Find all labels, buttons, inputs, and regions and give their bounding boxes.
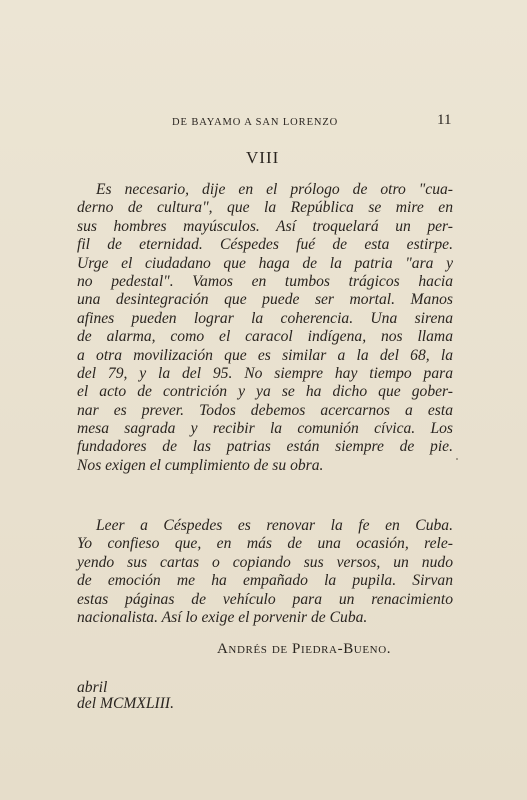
text-line: estas páginas de vehículo para un renacimiento	[77, 590, 453, 608]
paper-speck	[456, 458, 458, 460]
text-line: afines pueden lograr la coherencia. Una sirena	[77, 309, 453, 327]
text-line: nar es prever. Todos debemos acercarnos a esta	[77, 401, 453, 419]
text-line: a otra movilización que es similar a la del 68, la	[77, 346, 453, 364]
text-line: yendo sus cartas o copiando sus versos, un nudo	[77, 553, 453, 571]
text-line: fundadores de las patrias están siempre de pie.	[77, 438, 453, 456]
text-line: sus hombres mayúsculos. Así troquelará un per-	[77, 217, 453, 235]
dateline-year: del MCMXLIII.	[77, 695, 175, 712]
text-line: derno de cultura", que la República se mire en	[77, 199, 453, 217]
text-line: fil de eternidad. Céspedes fué de esta estirpe.	[77, 236, 453, 254]
text-line: Nos exigen el cumplimiento de su obra.	[77, 456, 324, 474]
text-line: mesa sagrada y recibir la comunión cívica. Los	[77, 420, 453, 438]
text-line: Leer a Céspedes es renovar la fe en Cuba.	[96, 517, 453, 534]
chapter-heading: VIII	[246, 148, 280, 167]
text-line: Urge el ciudadano que haga de la patria "ara y	[77, 254, 453, 272]
text-line: del 79, y la del 95. No siempre hay tiempo para	[77, 364, 453, 382]
paragraph-2	[77, 517, 453, 627]
author-signature: Andrés de Piedra-Bueno.	[217, 641, 392, 657]
paragraph-1	[77, 181, 453, 475]
text-line: de emoción me ha empañado la pupila. Sirvan	[77, 572, 453, 590]
text-line: de alarma, como el caracol indígena, nos llama	[77, 328, 453, 346]
text-line: el acto de contrición y ya se ha dicho que gober-	[77, 383, 453, 401]
text-line: nacionalista. Así lo exige el porvenir de Cuba.	[77, 608, 368, 626]
running-header: DE BAYAMO A SAN LORENZO	[172, 117, 339, 128]
text-line: Es necesario, dije en el prólogo de otro "cua-	[96, 181, 453, 198]
text-line: no pedestal". Vamos en tumbos trágicos hacia	[77, 272, 453, 290]
text-line: una desintegración que puede ser mortal. Manos	[77, 291, 453, 309]
text-line: Yo confieso que, en más de una ocasión, rele-	[77, 535, 453, 553]
dateline-month: abril	[77, 679, 108, 696]
page-number: 11	[437, 112, 452, 128]
